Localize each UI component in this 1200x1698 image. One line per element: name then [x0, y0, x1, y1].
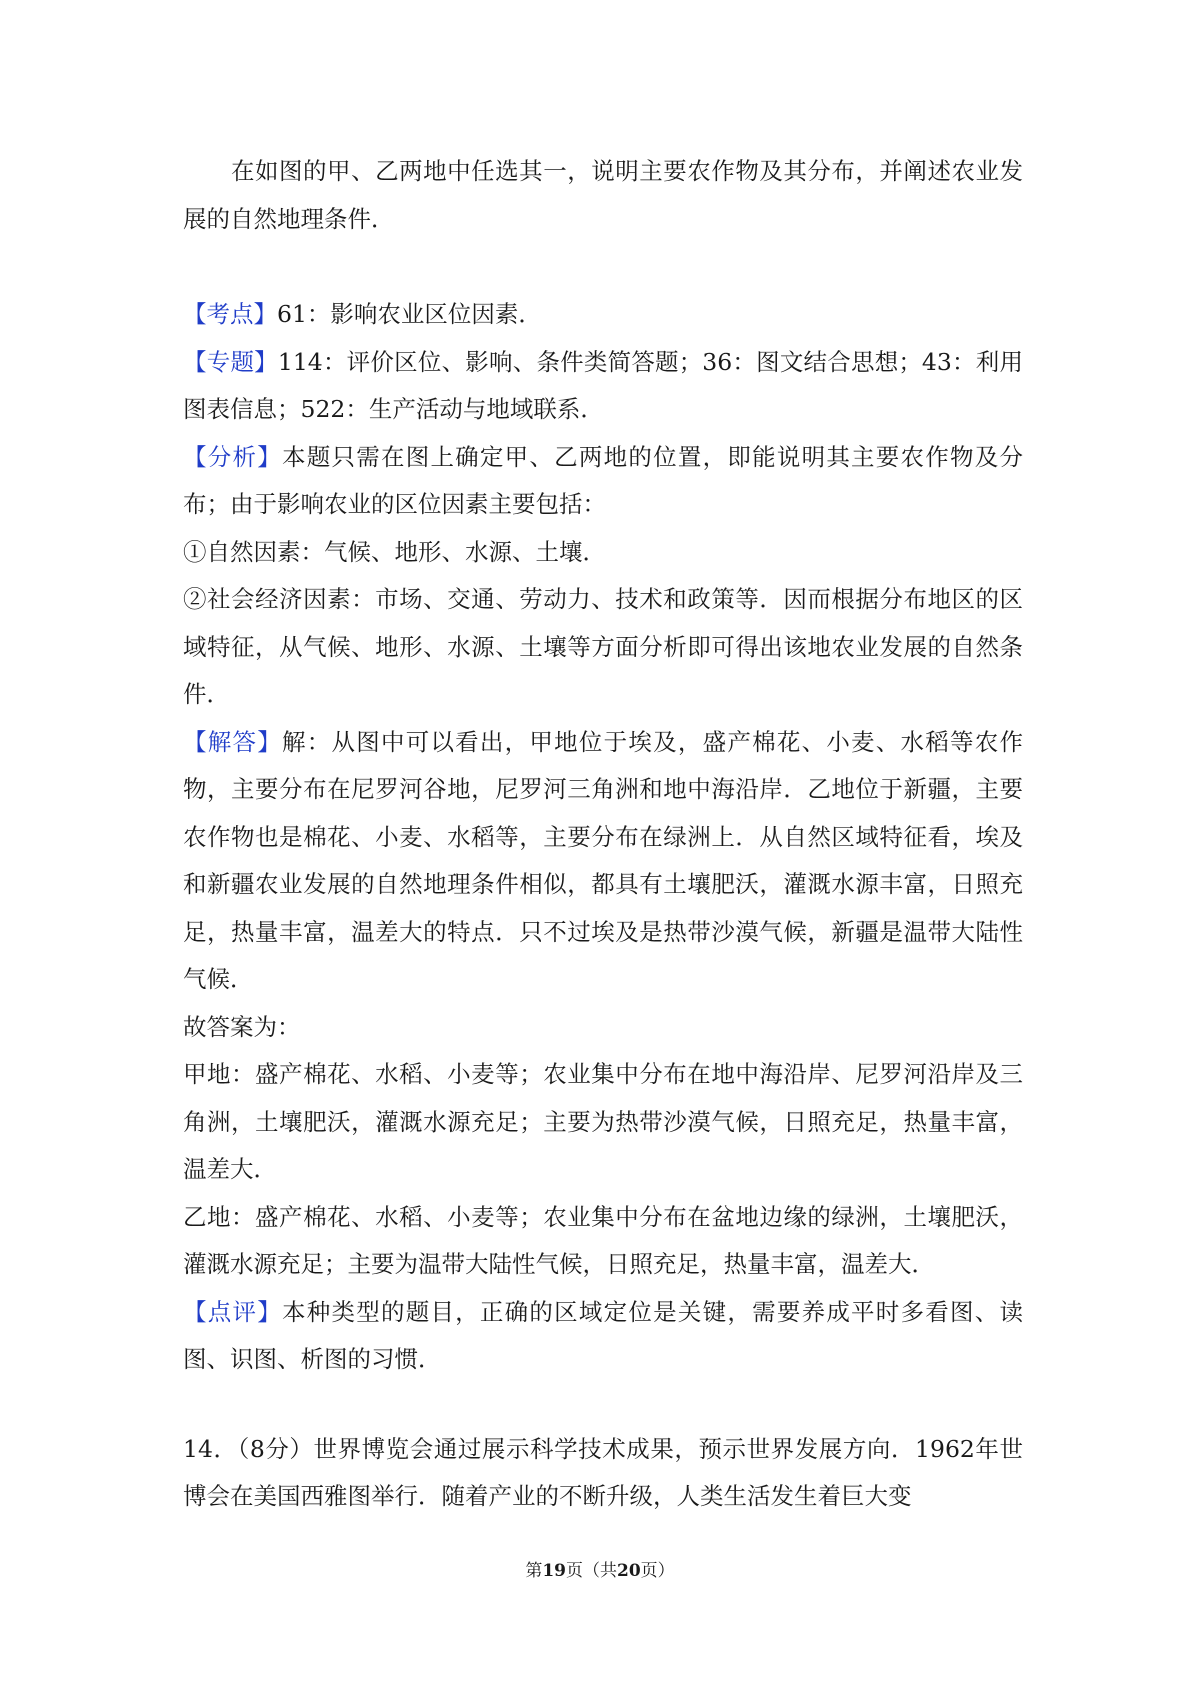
- footer-prefix: 第: [525, 1561, 543, 1581]
- page-footer: [0, 1556, 1200, 1581]
- dianping-tag: 【点评】: [183, 1297, 282, 1326]
- kaodian-tag: 【考点】: [183, 300, 277, 328]
- fenxi-text: 本题只需在图上确定甲、乙两地的位置，即能说明其主要农作物及分布；由于影响农业的区位因素主要包括：: [183, 442, 1024, 518]
- question-prompt: 在如图的甲、乙两地中任选其一，说明主要农作物及其分布，并阐述农业发展的自然地理条件．: [183, 157, 1023, 233]
- footer-suffix: 页）: [640, 1561, 675, 1581]
- jieda-text: 解：从图中可以看出，甲地位于埃及，盛产棉花、小麦、水稻等农作物，主要分布在尼罗河谷地，尼罗河三角洲和地中海沿岸．乙地位于新疆，主要农作物也是棉花、小麦、水稻等，主要分布在绿洲上．从自然区域特征看，埃及和新疆农业发展的自然地理条件相似，都具有土壤肥沃，灌溉水源丰富，日照充足，热量丰富，温差大的特点．只不过埃及是热带沙漠气候，新疆是温带大陆性气候．: [183, 727, 1024, 993]
- zhuanti-text: 114：评价区位、影响、条件类简答题；36：图文结合思想；43：利用图表信息；522：生产活动与地域联系．: [183, 347, 1023, 423]
- dianping-text: 本种类型的题目，正确的区域定位是关键，需要养成平时多看图、读图、识图、析图的习惯．: [183, 1297, 1024, 1373]
- jieda-paragraph: [183, 719, 1023, 1004]
- kaodian-paragraph: [183, 291, 1023, 339]
- footer-total-pages: 20: [617, 1561, 641, 1581]
- next-question: 14．（8分）世界博览会通过展示科学技术成果，预示世界发展方向．1962年世博会在美国西雅图举行．随着产业的不断升级，人类生活发生着巨大变: [183, 1434, 1023, 1510]
- page-content: [183, 148, 1023, 1521]
- kaodian-text: 61：影响农业区位因素．: [277, 300, 542, 328]
- answer-yi: 乙地：盛产棉花、水稻、小麦等；农业集中分布在盆地边缘的绿洲，土壤肥沃，灌溉水源充足；主要为温带大陆性气候，日照充足，热量丰富，温差大．: [183, 1202, 1023, 1278]
- fenxi-point-2: ②社会经济因素：市场、交通、劳动力、技术和政策等．因而根据分布地区的区域特征，从气候、地形、水源、土壤等方面分析即可得出该地农业发展的自然条件．: [183, 585, 1023, 708]
- spacer: [183, 1384, 1023, 1426]
- spacer: [183, 243, 1023, 291]
- jieda-tag: 【解答】: [183, 727, 282, 756]
- answer-intro: 故答案为：: [183, 1012, 301, 1041]
- zhuanti-tag: 【专题】: [183, 347, 278, 376]
- fenxi-paragraph: [183, 434, 1023, 529]
- zhuanti-paragraph: [183, 339, 1023, 434]
- answer-jia: 甲地：盛产棉花、水稻、小麦等；农业集中分布在地中海沿岸、尼罗河沿岸及三角洲，土壤肥沃，灌溉水源充足；主要为热带沙漠气候，日照充足，热量丰富，温差大．: [183, 1060, 1023, 1183]
- fenxi-tag: 【分析】: [183, 442, 282, 471]
- fenxi-point-1: ①自然因素：气候、地形、水源、土壤．: [183, 537, 606, 566]
- dianping-paragraph: [183, 1289, 1023, 1384]
- footer-middle: 页（共: [566, 1561, 617, 1581]
- footer-page-number: 19: [542, 1561, 566, 1581]
